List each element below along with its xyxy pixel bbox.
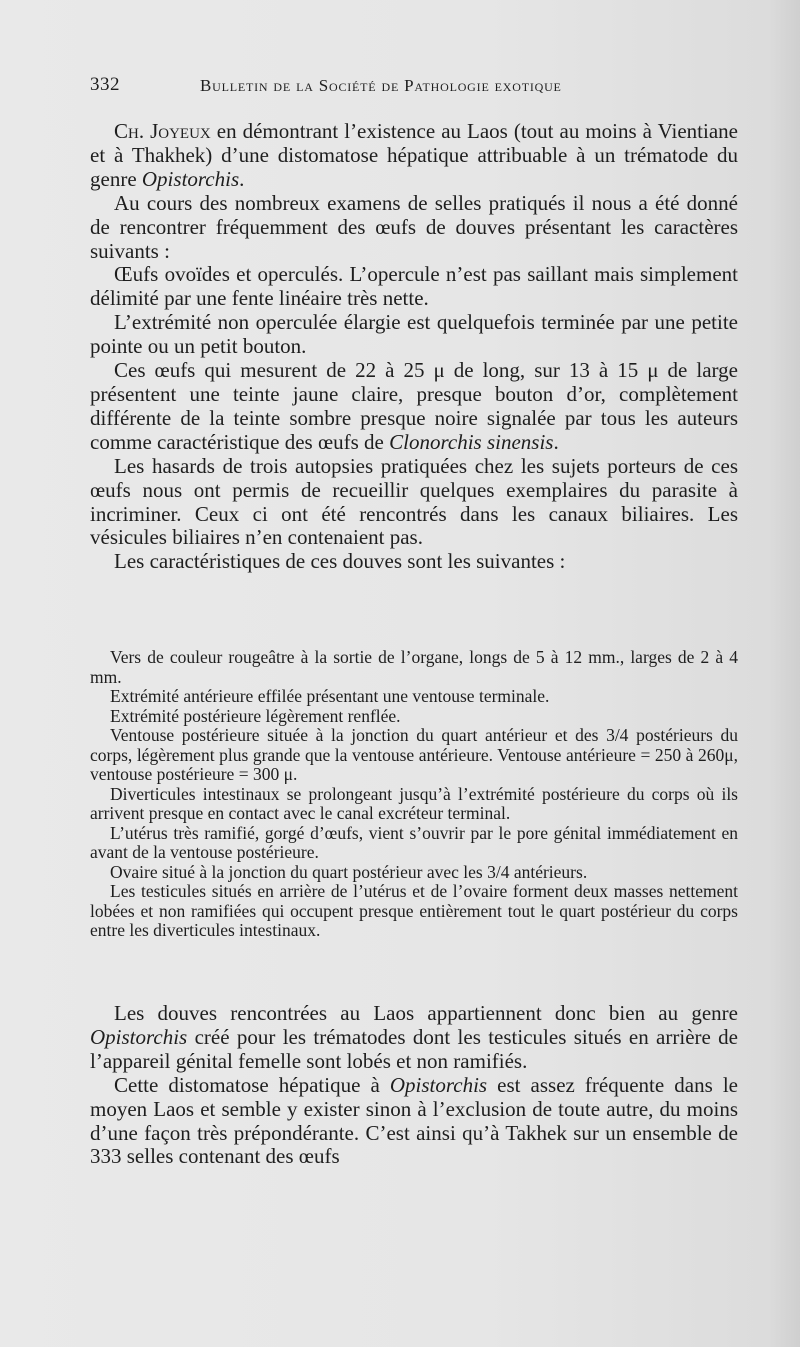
main-text-bottom (90, 1002, 738, 1169)
description-item: Extrémité postérieure légèrement renflée. (110, 705, 401, 726)
genus-name: Opistorchis (90, 1024, 188, 1049)
genus-name: Opistorchis (389, 1072, 488, 1097)
description-item: Ovaire situé à la jonction du quart postérieur avec les 3/4 antérieurs. (110, 861, 588, 882)
paragraph-text: est assez fréquente dans le moyen Laos et semble y exister sinon à l’exclusion de toute autre, du moins d’une façon très prépondérante. C’est ainsi qu’à Takhek sur un ensemble de 333 selles contenant des œufs (90, 1072, 738, 1169)
paragraph-caracteristiques: Les caractéristiques de ces douves sont les suivantes : (114, 549, 566, 574)
paragraph-distomatose (90, 1074, 738, 1170)
description-block (90, 648, 738, 941)
paragraph-oeufs-ovoides: Œufs ovoïdes et operculés. L’opercule n’est pas saillant mais simplement délimité par une fente linéaire très nette. (90, 262, 738, 311)
paragraph-examens: Au cours des nombreux examens de selles pratiqués il nous a été donné de rencontrer fréquemment des œufs de douves présentant les caractères suivants : (90, 190, 738, 263)
description-item: Les testicules situés en arrière de l’utérus et de l’ovaire forment deux masses nettement lobées et non ramifiées qui occupent presque entièrement tout le quart postérieur du corps entre les diverticules intestinaux. (90, 881, 738, 940)
paragraph-text: Cette distomatose hépatique à (114, 1072, 390, 1097)
genus-name: Opistorchis (141, 166, 240, 191)
species-name: Clonorchis sinensis (389, 429, 554, 454)
description-item: L’utérus très ramifié, gorgé d’œufs, vient s’ouvrir par le pore génital immédiatement en avant de la ventouse postérieure. (90, 822, 738, 862)
paragraph-text: . (553, 429, 559, 454)
main-text-top (90, 120, 738, 574)
author-name: Ch. Joyeux (114, 119, 211, 143)
description-item: Vers de couleur rougeâtre à la sortie de l’organe, longs de 5 à 12 mm., larges de 2 à 4 mm. (90, 647, 738, 687)
paragraph-conclusion (90, 1002, 738, 1074)
running-header (90, 74, 680, 102)
journal-title: Bulletin de la Société de Pathologie exotique (200, 76, 562, 95)
paragraph-text: créé pour les trématodes dont les testicules situés en arrière de l’appareil génital femelle sont lobés et non ramifiés. (90, 1024, 738, 1073)
description-item: Ventouse postérieure située à la jonction du quart antérieur et des 3/4 postérieurs du corps, légèrement plus grande que la ventouse antérieure. Ventouse antérieure = 250 à 260μ, ventouse postérieure = 300 μ. (90, 725, 738, 784)
description-item: Diverticules intestinaux se prolongeant jusqu’à l’extrémité postérieure du corps où ils arrivent presque en contact avec le canal excréteur terminal. (90, 783, 738, 823)
paragraph-text: Les douves rencontrées au Laos appartiennent donc bien au genre (114, 1001, 738, 1025)
paragraph-extremite: L’extrémité non operculée élargie est quelquefois terminée par une petite pointe ou un petit bouton. (90, 310, 738, 359)
paragraph-text: Ces œufs qui mesurent de 22 à 25 μ de long, sur 13 à 15 μ de large présentent une teinte jaune claire, presque bouton d’or, complètement différente de la teinte sombre presque noire signalée par tous les auteurs comme caractéristique des œufs de (90, 358, 738, 454)
paragraph-autopsies: Les hasards de trois autopsies pratiquées chez les sujets porteurs de ces œufs nous ont permis de recueillir quelques exemplaires du parasite à incriminer. Ceux ci ont été rencontrés dans les canaux biliaires. Les vésicules biliaires n’en contenaient pas. (90, 453, 738, 550)
paragraph-joyeux (90, 120, 738, 192)
description-item: Extrémité antérieure effilée présentant une ventouse terminale. (110, 686, 550, 706)
page-number: 332 (90, 74, 120, 95)
paragraph-mesures (90, 359, 738, 455)
paragraph-text: en démontrant l’existence au Laos (tout au moins à Vientiane et à Thakhek) d’une distomatose hépatique attribuable à un trématode du genre (90, 119, 738, 191)
paragraph-text: . (239, 166, 245, 191)
